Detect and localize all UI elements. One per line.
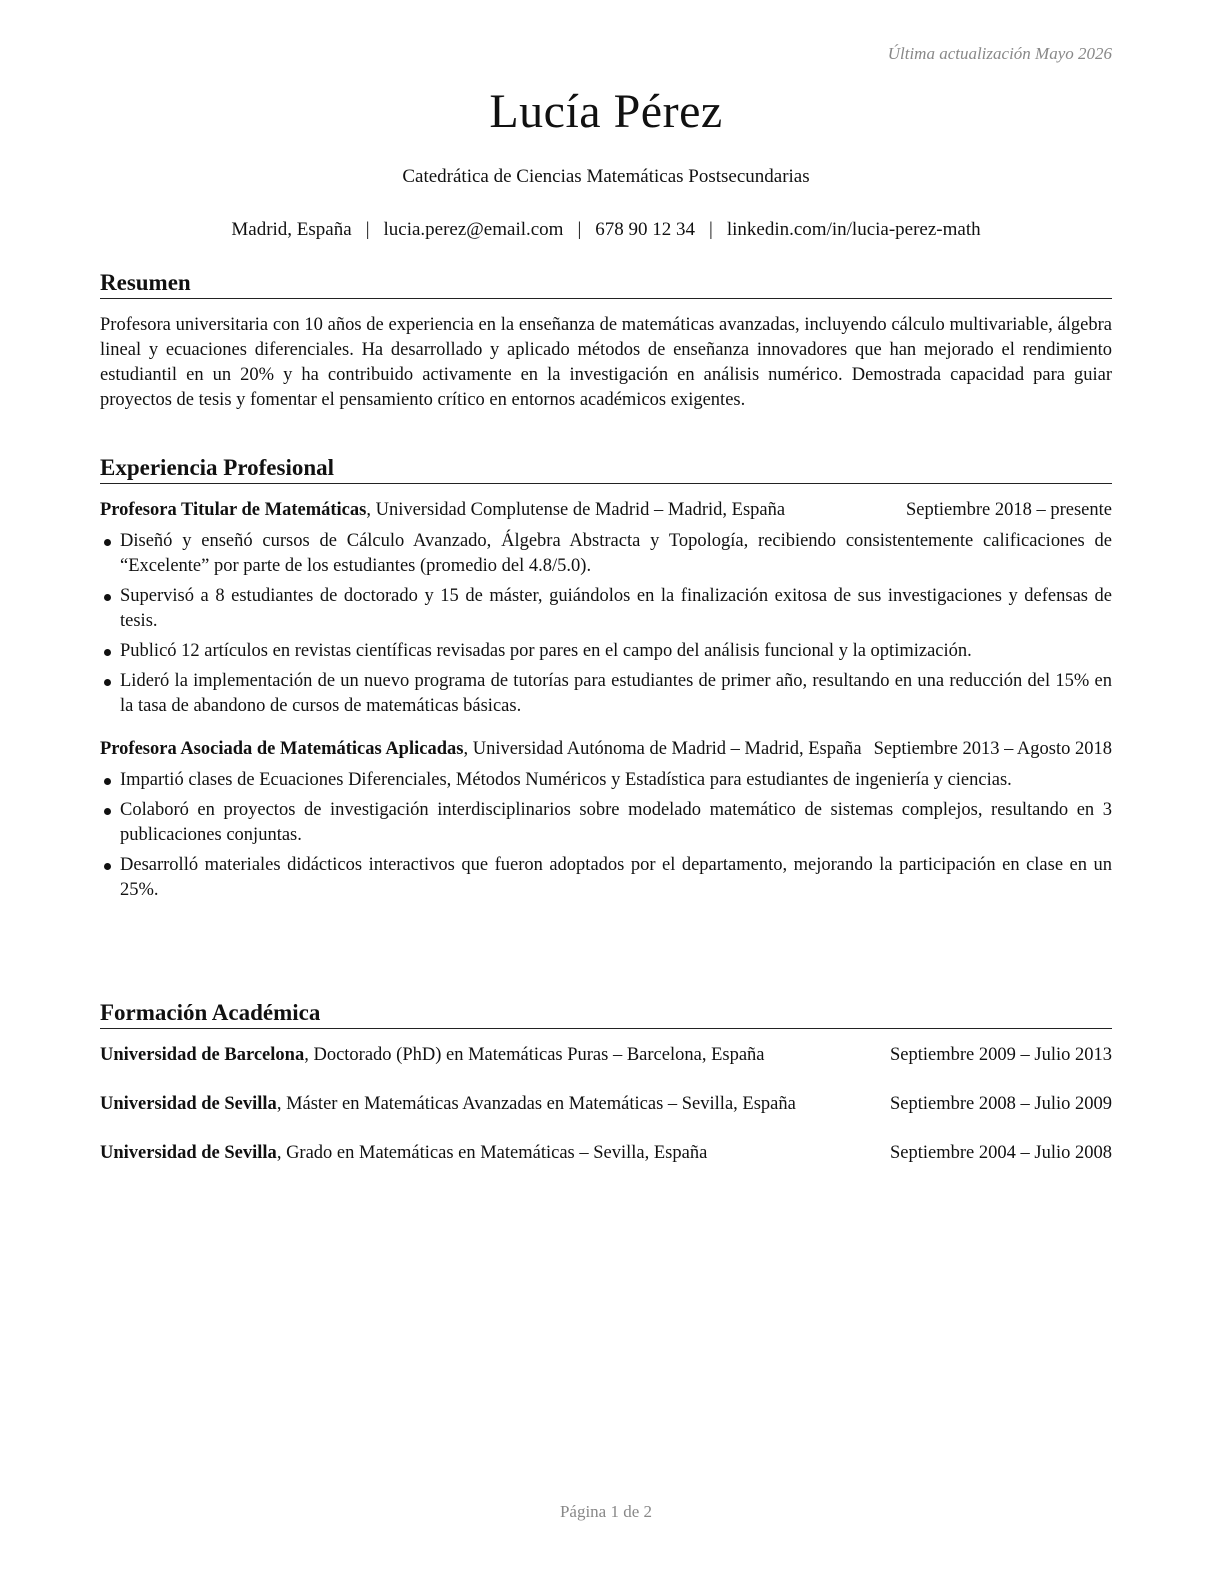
job-entry: [100, 498, 1112, 719]
job-header: [100, 737, 1112, 762]
last-updated: Última actualización Mayo 2026: [887, 44, 1112, 63]
education-dates: Septiembre 2008 – Julio 2009: [890, 1094, 1112, 1114]
list-item: Impartió clases de Ecuaciones Diferenciales, Métodos Numéricos y Estadística para estudiantes de ingeniería y ciencias.: [100, 768, 1112, 793]
education-section: [100, 1000, 1112, 1166]
job-dates: Septiembre 2018 – presente: [905, 500, 1112, 520]
job-bullets: [100, 529, 1112, 719]
page-number: Página 1 de 2: [559, 1502, 653, 1521]
list-item: Desarrolló materiales didácticos interactivos que fueron adoptados por el departamento, mejorando la participación en clase en un 25%.: [100, 853, 1112, 903]
contact-separator: |: [709, 219, 713, 240]
candidate-title: Catedrática de Ciencias Matemáticas Postsecundarias: [402, 166, 810, 187]
job-header: [100, 498, 1112, 523]
job-dates: Septiembre 2013 – Agosto 2018: [873, 739, 1112, 759]
summary-text: Profesora universitaria con 10 años de experiencia en la enseñanza de matemáticas avanzadas, incluyendo cálculo multivariable, álgebra lineal y ecuaciones diferenciales. Ha desarrollado y aplicado métodos de enseñanza innovadores que han mejorado el rendimiento estudiantil en un 20% y ha contribuido activamente en la investigación en análisis numérico. Demostrada capacidad para guiar proyectos de tesis y fomentar el pensamiento crítico en entornos académicos exigentes.: [100, 315, 1112, 410]
section-title-experience: Experiencia Profesional: [100, 455, 1112, 484]
resume-page: [100, 0, 1112, 1584]
list-item: Supervisó a 8 estudiantes de doctorado y 15 de máster, guiándolos en la finalización exitosa de sus investigaciones y defensas de tesis.: [100, 584, 1112, 634]
education-dates: Septiembre 2004 – Julio 2008: [890, 1143, 1112, 1163]
contact-phone: 678 90 12 34: [595, 219, 696, 240]
contact-linkedin[interactable]: linkedin.com/in/lucia-perez-math: [726, 219, 981, 240]
summary-section: [100, 270, 1112, 413]
education-school: Universidad de Sevilla: [100, 1143, 277, 1163]
contact-line: [100, 219, 1112, 241]
education-degree: , Grado en Matemáticas en Matemáticas – Sevilla, España: [276, 1143, 708, 1163]
contact-separator: |: [365, 219, 370, 240]
education-dates: Septiembre 2009 – Julio 2013: [890, 1045, 1112, 1065]
education-entry: [100, 1092, 1112, 1117]
education-school: Universidad de Barcelona: [100, 1045, 305, 1065]
list-item: Diseñó y enseñó cursos de Cálculo Avanzado, Álgebra Abstracta y Topología, recibiendo consistentemente calificaciones de “Excelente” por parte de los estudiantes (promedio del 4.8/5.0).: [100, 529, 1112, 579]
job-role: Profesora Asociada de Matemáticas Aplicadas: [100, 739, 464, 759]
section-title-summary: Resumen: [100, 270, 1112, 299]
contact-location: Madrid, España: [231, 219, 352, 240]
list-item: Colaboró en proyectos de investigación interdisciplinarios sobre modelado matemático de sistemas complejos, resultando en 3 publicaciones conjuntas.: [100, 798, 1112, 848]
education-degree: , Doctorado (PhD) en Matemáticas Puras – Barcelona, España: [304, 1045, 765, 1065]
job-organization: , Universidad Autónoma de Madrid – Madrid, España: [463, 739, 862, 759]
section-title-education: Formación Académica: [100, 1000, 1112, 1029]
education-school: Universidad de Sevilla: [100, 1094, 277, 1114]
job-bullets: [100, 768, 1112, 903]
experience-section: [100, 455, 1112, 908]
contact-email[interactable]: lucia.perez@email.com: [383, 219, 564, 240]
list-item: Lideró la implementación de un nuevo programa de tutorías para estudiantes de primer año, resultando en una reducción del 15% en la tasa de abandono de cursos de matemáticas básicas.: [100, 669, 1112, 719]
education-entry: [100, 1043, 1112, 1068]
job-role: Profesora Titular de Matemáticas: [100, 500, 367, 520]
education-entry: [100, 1141, 1112, 1166]
job-entry: [100, 737, 1112, 903]
contact-separator: |: [577, 219, 582, 240]
education-degree: , Máster en Matemáticas Avanzadas en Matemáticas – Sevilla, España: [276, 1094, 796, 1114]
list-item: Publicó 12 artículos en revistas científicas revisadas por pares en el campo del análisis funcional y la optimización.: [100, 639, 1112, 664]
job-organization: , Universidad Complutense de Madrid – Madrid, España: [366, 500, 786, 520]
candidate-name: Lucía Pérez: [489, 85, 723, 138]
